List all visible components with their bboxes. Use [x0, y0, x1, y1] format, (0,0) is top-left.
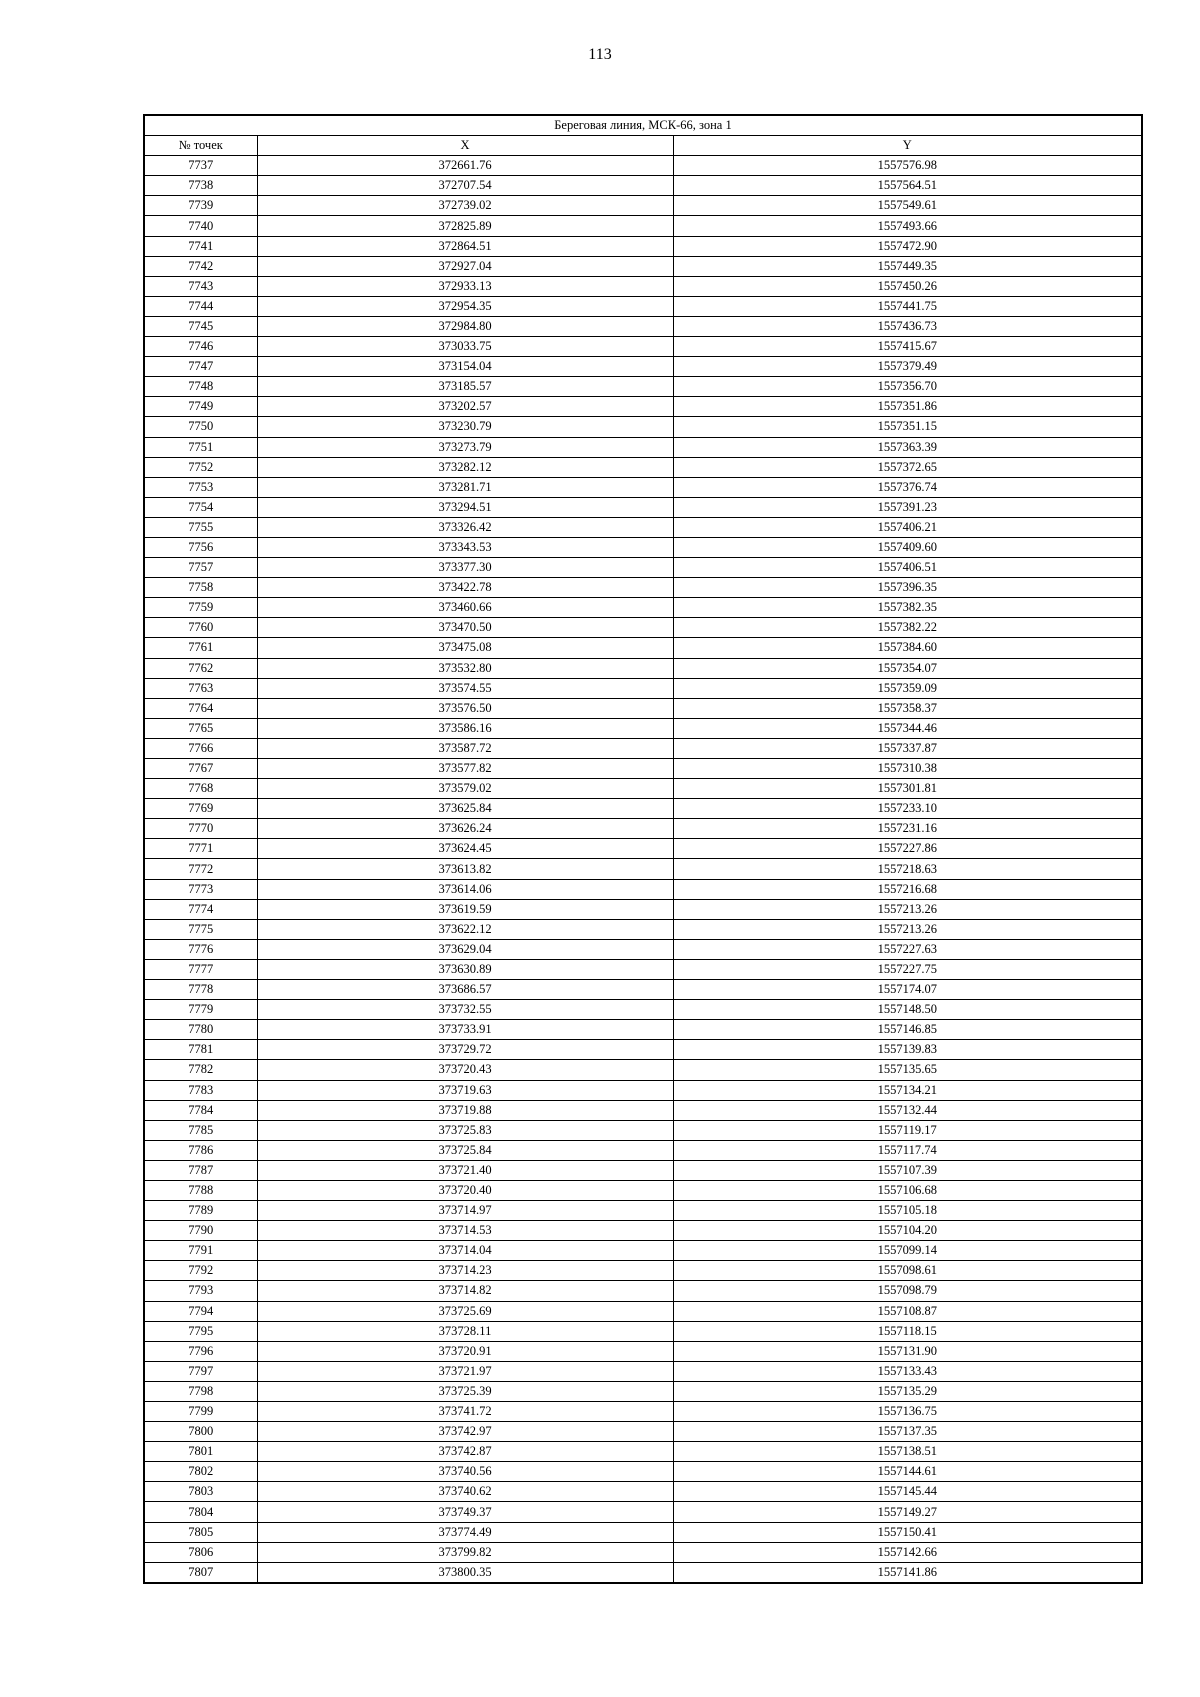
cell-x: 373619.59 — [257, 899, 673, 919]
table-row — [144, 156, 1142, 176]
cell-x: 373728.11 — [257, 1321, 673, 1341]
cell-y: 1557174.07 — [673, 980, 1142, 1000]
cell-x: 372707.54 — [257, 176, 673, 196]
cell-x: 373732.55 — [257, 1000, 673, 1020]
cell-y: 1557131.90 — [673, 1341, 1142, 1361]
cell-y: 1557107.39 — [673, 1160, 1142, 1180]
cell-x: 373033.75 — [257, 337, 673, 357]
table-row — [144, 919, 1142, 939]
cell-y: 1557150.41 — [673, 1522, 1142, 1542]
table-row — [144, 558, 1142, 578]
cell-point-number: 7752 — [144, 457, 257, 477]
column-header-y: Y — [673, 136, 1142, 156]
coordinates-table — [143, 114, 1143, 1584]
cell-point-number: 7783 — [144, 1080, 257, 1100]
cell-x: 372984.80 — [257, 316, 673, 336]
cell-point-number: 7762 — [144, 658, 257, 678]
cell-y: 1557118.15 — [673, 1321, 1142, 1341]
cell-y: 1557132.44 — [673, 1100, 1142, 1120]
cell-x: 373624.45 — [257, 839, 673, 859]
table-row — [144, 1482, 1142, 1502]
cell-y: 1557351.15 — [673, 417, 1142, 437]
cell-y: 1557384.60 — [673, 638, 1142, 658]
cell-point-number: 7782 — [144, 1060, 257, 1080]
cell-point-number: 7774 — [144, 899, 257, 919]
cell-y: 1557363.39 — [673, 437, 1142, 457]
table-row — [144, 759, 1142, 779]
cell-y: 1557141.86 — [673, 1562, 1142, 1583]
table-row — [144, 316, 1142, 336]
cell-point-number: 7768 — [144, 779, 257, 799]
cell-point-number: 7798 — [144, 1381, 257, 1401]
cell-y: 1557148.50 — [673, 1000, 1142, 1020]
cell-x: 373273.79 — [257, 437, 673, 457]
cell-x: 372661.76 — [257, 156, 673, 176]
cell-point-number: 7761 — [144, 638, 257, 658]
cell-x: 373714.82 — [257, 1281, 673, 1301]
table-row — [144, 1502, 1142, 1522]
cell-point-number: 7770 — [144, 819, 257, 839]
table-row — [144, 779, 1142, 799]
cell-point-number: 7758 — [144, 578, 257, 598]
cell-x: 373343.53 — [257, 537, 673, 557]
cell-y: 1557310.38 — [673, 759, 1142, 779]
cell-point-number: 7742 — [144, 256, 257, 276]
cell-y: 1557493.66 — [673, 216, 1142, 236]
table-row — [144, 959, 1142, 979]
cell-y: 1557213.26 — [673, 899, 1142, 919]
table-row — [144, 196, 1142, 216]
cell-point-number: 7797 — [144, 1361, 257, 1381]
cell-point-number: 7788 — [144, 1180, 257, 1200]
cell-x: 372954.35 — [257, 296, 673, 316]
cell-x: 373725.69 — [257, 1301, 673, 1321]
table-row — [144, 578, 1142, 598]
table-row — [144, 718, 1142, 738]
cell-y: 1557133.43 — [673, 1361, 1142, 1381]
cell-y: 1557108.87 — [673, 1301, 1142, 1321]
table-row — [144, 537, 1142, 557]
cell-y: 1557233.10 — [673, 799, 1142, 819]
table-row — [144, 1462, 1142, 1482]
cell-point-number: 7775 — [144, 919, 257, 939]
table-row — [144, 819, 1142, 839]
cell-x: 373460.66 — [257, 598, 673, 618]
cell-point-number: 7751 — [144, 437, 257, 457]
cell-y: 1557099.14 — [673, 1241, 1142, 1261]
cell-y: 1557227.75 — [673, 959, 1142, 979]
cell-y: 1557576.98 — [673, 156, 1142, 176]
cell-point-number: 7793 — [144, 1281, 257, 1301]
cell-x: 373326.42 — [257, 517, 673, 537]
table-header-row — [144, 136, 1142, 156]
cell-point-number: 7803 — [144, 1482, 257, 1502]
cell-point-number: 7749 — [144, 397, 257, 417]
table-row — [144, 1301, 1142, 1321]
cell-x: 373202.57 — [257, 397, 673, 417]
cell-y: 1557098.79 — [673, 1281, 1142, 1301]
cell-y: 1557354.07 — [673, 658, 1142, 678]
cell-x: 373626.24 — [257, 819, 673, 839]
cell-point-number: 7738 — [144, 176, 257, 196]
table-row — [144, 357, 1142, 377]
cell-x: 372825.89 — [257, 216, 673, 236]
cell-point-number: 7800 — [144, 1422, 257, 1442]
cell-x: 373742.97 — [257, 1422, 673, 1442]
cell-x: 373576.50 — [257, 698, 673, 718]
table-row — [144, 859, 1142, 879]
cell-point-number: 7756 — [144, 537, 257, 557]
cell-x: 373625.84 — [257, 799, 673, 819]
cell-y: 1557142.66 — [673, 1542, 1142, 1562]
table-row — [144, 698, 1142, 718]
cell-point-number: 7745 — [144, 316, 257, 336]
table-row — [144, 276, 1142, 296]
cell-y: 1557145.44 — [673, 1482, 1142, 1502]
cell-x: 373579.02 — [257, 779, 673, 799]
cell-point-number: 7802 — [144, 1462, 257, 1482]
cell-y: 1557144.61 — [673, 1462, 1142, 1482]
table-row — [144, 799, 1142, 819]
cell-y: 1557396.35 — [673, 578, 1142, 598]
cell-y: 1557216.68 — [673, 879, 1142, 899]
table-row — [144, 1020, 1142, 1040]
cell-point-number: 7807 — [144, 1562, 257, 1583]
table-row — [144, 1080, 1142, 1100]
page-number: 113 — [588, 46, 612, 63]
table-row — [144, 1160, 1142, 1180]
cell-point-number: 7795 — [144, 1321, 257, 1341]
table-row — [144, 638, 1142, 658]
cell-y: 1557119.17 — [673, 1120, 1142, 1140]
table-row — [144, 879, 1142, 899]
cell-y: 1557358.37 — [673, 698, 1142, 718]
cell-x: 373733.91 — [257, 1020, 673, 1040]
cell-x: 373475.08 — [257, 638, 673, 658]
cell-y: 1557450.26 — [673, 276, 1142, 296]
cell-x: 373719.88 — [257, 1100, 673, 1120]
table-row — [144, 1261, 1142, 1281]
table-row — [144, 1201, 1142, 1221]
cell-x: 373742.87 — [257, 1442, 673, 1462]
table-row — [144, 678, 1142, 698]
table-row — [144, 1040, 1142, 1060]
cell-y: 1557146.85 — [673, 1020, 1142, 1040]
cell-x: 373622.12 — [257, 919, 673, 939]
column-header-x: X — [257, 136, 673, 156]
cell-x: 372927.04 — [257, 256, 673, 276]
table-row — [144, 980, 1142, 1000]
cell-y: 1557137.35 — [673, 1422, 1142, 1442]
table-row — [144, 1060, 1142, 1080]
cell-point-number: 7755 — [144, 517, 257, 537]
cell-point-number: 7784 — [144, 1100, 257, 1120]
cell-x: 373721.40 — [257, 1160, 673, 1180]
table-row — [144, 236, 1142, 256]
cell-point-number: 7769 — [144, 799, 257, 819]
table-row — [144, 618, 1142, 638]
cell-x: 373740.62 — [257, 1482, 673, 1502]
cell-point-number: 7766 — [144, 738, 257, 758]
cell-point-number: 7763 — [144, 678, 257, 698]
cell-point-number: 7806 — [144, 1542, 257, 1562]
table-row — [144, 1522, 1142, 1542]
table-row — [144, 377, 1142, 397]
table-row — [144, 658, 1142, 678]
cell-x: 373714.23 — [257, 1261, 673, 1281]
cell-point-number: 7791 — [144, 1241, 257, 1261]
cell-point-number: 7753 — [144, 477, 257, 497]
cell-point-number: 7757 — [144, 558, 257, 578]
cell-y: 1557472.90 — [673, 236, 1142, 256]
cell-x: 373719.63 — [257, 1080, 673, 1100]
cell-y: 1557382.22 — [673, 618, 1142, 638]
table-row — [144, 296, 1142, 316]
cell-point-number: 7750 — [144, 417, 257, 437]
cell-y: 1557231.16 — [673, 819, 1142, 839]
cell-y: 1557436.73 — [673, 316, 1142, 336]
table-row — [144, 337, 1142, 357]
cell-x: 373720.91 — [257, 1341, 673, 1361]
cell-point-number: 7767 — [144, 759, 257, 779]
table-row — [144, 397, 1142, 417]
cell-y: 1557359.09 — [673, 678, 1142, 698]
cell-x: 373725.39 — [257, 1381, 673, 1401]
table-row — [144, 1402, 1142, 1422]
table-row — [144, 1341, 1142, 1361]
cell-x: 373774.49 — [257, 1522, 673, 1542]
cell-x: 373282.12 — [257, 457, 673, 477]
cell-y: 1557117.74 — [673, 1140, 1142, 1160]
table-row — [144, 1180, 1142, 1200]
table-row — [144, 1120, 1142, 1140]
cell-y: 1557549.61 — [673, 196, 1142, 216]
cell-point-number: 7771 — [144, 839, 257, 859]
cell-y: 1557149.27 — [673, 1502, 1142, 1522]
cell-x: 373720.40 — [257, 1180, 673, 1200]
cell-y: 1557379.49 — [673, 357, 1142, 377]
table-row — [144, 839, 1142, 859]
cell-point-number: 7772 — [144, 859, 257, 879]
cell-x: 373470.50 — [257, 618, 673, 638]
cell-point-number: 7746 — [144, 337, 257, 357]
cell-x: 373714.97 — [257, 1201, 673, 1221]
cell-y: 1557218.63 — [673, 859, 1142, 879]
cell-x: 373686.57 — [257, 980, 673, 1000]
cell-point-number: 7792 — [144, 1261, 257, 1281]
cell-x: 373154.04 — [257, 357, 673, 377]
table-body — [144, 156, 1142, 1583]
cell-point-number: 7786 — [144, 1140, 257, 1160]
cell-point-number: 7739 — [144, 196, 257, 216]
cell-x: 373230.79 — [257, 417, 673, 437]
cell-point-number: 7799 — [144, 1402, 257, 1422]
table-row — [144, 1542, 1142, 1562]
cell-y: 1557406.51 — [673, 558, 1142, 578]
table-row — [144, 1361, 1142, 1381]
cell-y: 1557098.61 — [673, 1261, 1142, 1281]
cell-x: 373377.30 — [257, 558, 673, 578]
cell-x: 373720.43 — [257, 1060, 673, 1080]
cell-y: 1557135.29 — [673, 1381, 1142, 1401]
table-row — [144, 1281, 1142, 1301]
table-row — [144, 1562, 1142, 1583]
table-row — [144, 1140, 1142, 1160]
cell-x: 373281.71 — [257, 477, 673, 497]
cell-point-number: 7778 — [144, 980, 257, 1000]
cell-y: 1557104.20 — [673, 1221, 1142, 1241]
cell-x: 373740.56 — [257, 1462, 673, 1482]
cell-x: 373532.80 — [257, 658, 673, 678]
cell-y: 1557406.21 — [673, 517, 1142, 537]
cell-x: 372739.02 — [257, 196, 673, 216]
cell-y: 1557372.65 — [673, 457, 1142, 477]
cell-x: 373577.82 — [257, 759, 673, 779]
cell-y: 1557415.67 — [673, 337, 1142, 357]
cell-y: 1557139.83 — [673, 1040, 1142, 1060]
cell-y: 1557337.87 — [673, 738, 1142, 758]
cell-point-number: 7805 — [144, 1522, 257, 1542]
cell-y: 1557356.70 — [673, 377, 1142, 397]
cell-point-number: 7796 — [144, 1341, 257, 1361]
cell-y: 1557138.51 — [673, 1442, 1142, 1462]
cell-x: 373725.84 — [257, 1140, 673, 1160]
table-row — [144, 256, 1142, 276]
cell-point-number: 7773 — [144, 879, 257, 899]
cell-y: 1557391.23 — [673, 497, 1142, 517]
cell-x: 373185.57 — [257, 377, 673, 397]
table-row — [144, 598, 1142, 618]
cell-x: 373422.78 — [257, 578, 673, 598]
cell-point-number: 7743 — [144, 276, 257, 296]
cell-point-number: 7785 — [144, 1120, 257, 1140]
cell-y: 1557136.75 — [673, 1402, 1142, 1422]
table-row — [144, 1321, 1142, 1341]
cell-point-number: 7760 — [144, 618, 257, 638]
table-row — [144, 899, 1142, 919]
cell-y: 1557301.81 — [673, 779, 1142, 799]
cell-point-number: 7765 — [144, 718, 257, 738]
table-row — [144, 437, 1142, 457]
table-row — [144, 1442, 1142, 1462]
table-row — [144, 1100, 1142, 1120]
table-title: Береговая линия, МСК-66, зона 1 — [144, 115, 1142, 136]
cell-x: 373800.35 — [257, 1562, 673, 1583]
cell-y: 1557449.35 — [673, 256, 1142, 276]
cell-x: 373799.82 — [257, 1542, 673, 1562]
cell-y: 1557564.51 — [673, 176, 1142, 196]
table-row — [144, 738, 1142, 758]
cell-point-number: 7777 — [144, 959, 257, 979]
cell-point-number: 7759 — [144, 598, 257, 618]
table-row — [144, 1221, 1142, 1241]
cell-x: 373714.04 — [257, 1241, 673, 1261]
cell-x: 373587.72 — [257, 738, 673, 758]
cell-y: 1557351.86 — [673, 397, 1142, 417]
cell-x: 373574.55 — [257, 678, 673, 698]
cell-x: 373721.97 — [257, 1361, 673, 1381]
table-title-row — [144, 115, 1142, 136]
cell-point-number: 7780 — [144, 1020, 257, 1040]
cell-y: 1557135.65 — [673, 1060, 1142, 1080]
cell-point-number: 7781 — [144, 1040, 257, 1060]
cell-point-number: 7804 — [144, 1502, 257, 1522]
table-row — [144, 1000, 1142, 1020]
cell-point-number: 7737 — [144, 156, 257, 176]
cell-y: 1557382.35 — [673, 598, 1142, 618]
cell-point-number: 7740 — [144, 216, 257, 236]
cell-x: 373586.16 — [257, 718, 673, 738]
cell-x: 372864.51 — [257, 236, 673, 256]
cell-point-number: 7776 — [144, 939, 257, 959]
table-row — [144, 216, 1142, 236]
cell-y: 1557441.75 — [673, 296, 1142, 316]
cell-x: 373749.37 — [257, 1502, 673, 1522]
table-row — [144, 477, 1142, 497]
cell-point-number: 7747 — [144, 357, 257, 377]
cell-x: 373629.04 — [257, 939, 673, 959]
table-row — [144, 1241, 1142, 1261]
cell-point-number: 7748 — [144, 377, 257, 397]
cell-x: 373714.53 — [257, 1221, 673, 1241]
column-header-point: № точек — [144, 136, 257, 156]
cell-point-number: 7754 — [144, 497, 257, 517]
cell-point-number: 7764 — [144, 698, 257, 718]
cell-x: 373613.82 — [257, 859, 673, 879]
cell-y: 1557134.21 — [673, 1080, 1142, 1100]
cell-point-number: 7789 — [144, 1201, 257, 1221]
cell-point-number: 7741 — [144, 236, 257, 256]
cell-x: 373294.51 — [257, 497, 673, 517]
cell-x: 373614.06 — [257, 879, 673, 899]
table-row — [144, 457, 1142, 477]
table-row — [144, 1381, 1142, 1401]
cell-point-number: 7794 — [144, 1301, 257, 1321]
cell-point-number: 7801 — [144, 1442, 257, 1462]
cell-x: 372933.13 — [257, 276, 673, 296]
cell-y: 1557213.26 — [673, 919, 1142, 939]
cell-y: 1557105.18 — [673, 1201, 1142, 1221]
cell-point-number: 7787 — [144, 1160, 257, 1180]
cell-y: 1557344.46 — [673, 718, 1142, 738]
table-row — [144, 1422, 1142, 1442]
cell-x: 373630.89 — [257, 959, 673, 979]
cell-x: 373729.72 — [257, 1040, 673, 1060]
cell-y: 1557409.60 — [673, 537, 1142, 557]
cell-y: 1557106.68 — [673, 1180, 1142, 1200]
cell-point-number: 7744 — [144, 296, 257, 316]
cell-point-number: 7790 — [144, 1221, 257, 1241]
cell-y: 1557227.86 — [673, 839, 1142, 859]
table-row — [144, 417, 1142, 437]
cell-y: 1557376.74 — [673, 477, 1142, 497]
table-row — [144, 939, 1142, 959]
table-row — [144, 517, 1142, 537]
cell-y: 1557227.63 — [673, 939, 1142, 959]
cell-x: 373725.83 — [257, 1120, 673, 1140]
table-row — [144, 176, 1142, 196]
cell-point-number: 7779 — [144, 1000, 257, 1020]
table-row — [144, 497, 1142, 517]
cell-x: 373741.72 — [257, 1402, 673, 1422]
